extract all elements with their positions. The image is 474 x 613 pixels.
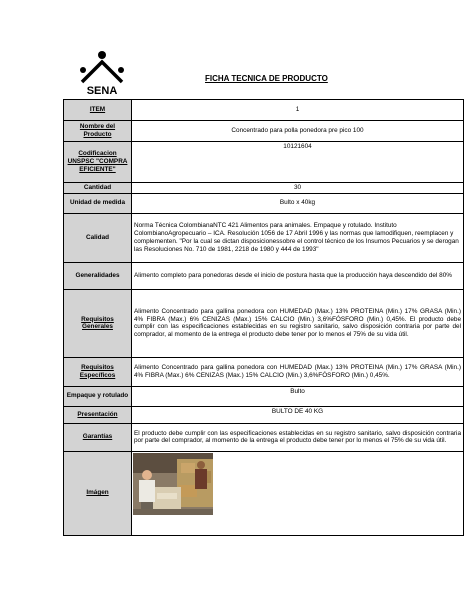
general-requirements-value: Alimento Concentrado para gallina ponedora con HUMEDAD (Max.) 13% PROTEINA (Min.) 17% GRASA (Min.) 4% FIBRA (Max.) 6% CENIZAS (Max.) 15% CALCIO (Min.) 3,6%FÓSFORO (Min.) 0,45%. El producto debe cumplir con las especificaciones establecidas en su registro sanitario, salvo disposición contraria por parte del comprador, al momento de la entrega el producto debe tener por lo menos el 75% de su vida útil. bbox=[132, 289, 464, 357]
specific-requirements-value: Alimento Concentrado para gallina ponedora con HUMEDAD (Max.) 13% PROTEINA (Min.) 17% GRASA (Min.) 4% FIBRA (Max.) 6% CENIZAS (Max.) 15% CALCIO (Min.) 3,6%FÓSFORO (Min.) 0,45%. bbox=[132, 357, 464, 386]
generalities-value: Alimento completo para ponedoras desde el inicio de postura hasta que la producción haya descendido del 80% bbox=[132, 262, 464, 289]
packaging-label: Empaque y rotulado bbox=[64, 386, 132, 406]
sena-logo-text: SENA bbox=[86, 85, 118, 96]
presentation-label: Presentación bbox=[64, 406, 132, 423]
guarantees-label: Garantías bbox=[64, 423, 132, 451]
specific-requirements-label: Requisitos Específicos bbox=[64, 357, 132, 386]
packaging-value: Bulto bbox=[132, 386, 464, 406]
page-title: FICHA TECNICA DE PRODUCTO bbox=[205, 74, 328, 83]
item-value: 1 bbox=[132, 100, 464, 121]
table-row bbox=[64, 357, 464, 386]
table-row bbox=[64, 423, 464, 451]
table-row bbox=[64, 100, 464, 121]
sena-logo bbox=[74, 50, 130, 96]
table-row bbox=[64, 121, 464, 142]
product-name-label: Nombre del Producto bbox=[64, 121, 132, 142]
item-label: ITEM bbox=[64, 100, 132, 121]
product-photo bbox=[133, 453, 213, 515]
image-cell bbox=[132, 451, 464, 535]
table-row bbox=[64, 262, 464, 289]
image-label: Imágen bbox=[64, 451, 132, 535]
table-row bbox=[64, 386, 464, 406]
quality-value: Norma Técnica ColombianaNTC 421 Alimentos para animales. Empaque y rotulado. Instituto ColombianoAgropecuario – ICA. Resolución 1056 de 17 Abril 1996 y las normas que lamodifiquen, reemplacen y complementen. "Por la cual se dictan disposicionessobre el control técnico de los Insumos Pecuarios y se derogan las Resoluciones No. 710 de 1981, 2218 de 1980 y 444 de 1993" bbox=[132, 213, 464, 262]
unspsc-value: 10121604 bbox=[132, 142, 464, 183]
table-row bbox=[64, 213, 464, 262]
unit-label: Unidad de medida bbox=[64, 193, 132, 213]
table-row bbox=[64, 451, 464, 535]
unit-value: Bulto x 40kg bbox=[132, 193, 464, 213]
unspsc-label: Codificacion UNSPSC "COMPRA EFICIENTE" bbox=[64, 142, 132, 183]
generalities-label: Generalidades bbox=[64, 262, 132, 289]
table-row bbox=[64, 289, 464, 357]
guarantees-value: El producto debe cumplir con las especificaciones establecidas en su registro sanitario, salvo disposición contraria por parte del comprador, al momento de la entrega el producto debe tener por lo menos el 75% de su vida útil. bbox=[132, 423, 464, 451]
presentation-value: BULTO DE 40 KG bbox=[132, 406, 464, 423]
quantity-value: 30 bbox=[132, 183, 464, 194]
table-row bbox=[64, 142, 464, 183]
product-sheet-table bbox=[63, 99, 464, 536]
product-name-value: Concentrado para polla ponedora pre pico 100 bbox=[132, 121, 464, 142]
table-row bbox=[64, 406, 464, 423]
quantity-label: Cantidad bbox=[64, 183, 132, 194]
table-row bbox=[64, 183, 464, 194]
table-row bbox=[64, 193, 464, 213]
quality-label: Calidad bbox=[64, 213, 132, 262]
general-requirements-label: Requisitos Generales bbox=[64, 289, 132, 357]
